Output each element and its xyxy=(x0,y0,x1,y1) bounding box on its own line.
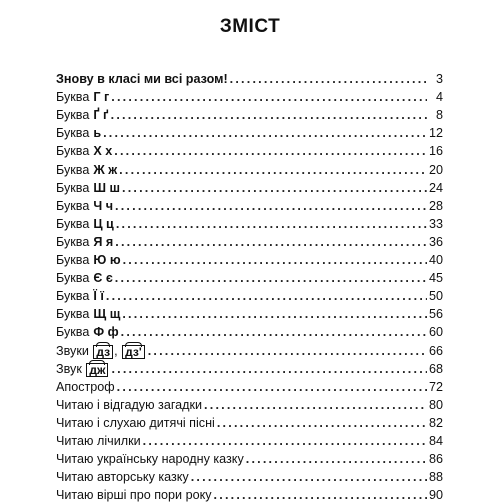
toc-entry xyxy=(56,431,443,449)
toc-entry xyxy=(56,485,443,503)
toc-entry-letters: Ч ч xyxy=(93,198,114,213)
toc-entry xyxy=(56,196,443,214)
toc-page-number: 66 xyxy=(428,343,443,358)
dot-leader xyxy=(143,434,427,449)
toc-entry xyxy=(56,467,443,485)
toc-entry xyxy=(56,286,443,304)
toc-entry-label: Буква xyxy=(56,307,90,322)
page-title: ЗМІСТ xyxy=(219,16,281,37)
toc-entry-label: Апостроф xyxy=(56,379,115,394)
table-of-contents xyxy=(56,69,443,503)
toc-page-number: 68 xyxy=(428,361,443,376)
toc-entry-letters: Ф ф xyxy=(93,325,119,340)
toc-entry-label: Буква xyxy=(56,108,90,123)
toc-page-number: 84 xyxy=(428,433,443,448)
toc-entry-letters: ь xyxy=(93,126,102,141)
toc-page-number: 72 xyxy=(428,379,443,394)
toc-entry-label: Знову в класі ми всі разом! xyxy=(56,72,228,87)
toc-page-number: 60 xyxy=(428,325,443,340)
dot-leader xyxy=(191,470,427,485)
toc-entry-letters: Є є xyxy=(93,271,113,286)
toc-page-number: 16 xyxy=(428,144,443,159)
toc-entry-letters: Ї ї xyxy=(93,289,104,304)
toc-entry-label: Звуки xyxy=(56,343,89,358)
toc-entry-label: Звук xyxy=(56,361,82,376)
sound-transcription: дз' xyxy=(122,345,145,359)
toc-entry xyxy=(56,395,443,413)
toc-entry-label: Буква xyxy=(56,325,90,340)
dot-leader xyxy=(121,325,427,340)
dot-leader xyxy=(114,144,427,159)
toc-entry xyxy=(56,123,443,141)
toc-entry xyxy=(56,413,443,431)
dot-leader xyxy=(214,488,427,503)
toc-page-number: 36 xyxy=(428,234,443,249)
toc-page-number: 40 xyxy=(428,253,443,268)
toc-entry-label: Буква xyxy=(56,234,90,249)
toc-entry xyxy=(56,322,443,340)
toc-page-number: 86 xyxy=(428,452,443,467)
toc-page-number: 12 xyxy=(428,126,443,141)
dot-leader xyxy=(122,181,427,196)
toc-entry-letters: Г г xyxy=(93,90,110,105)
toc-page-number: 88 xyxy=(428,470,443,485)
toc-entry: Звуки дз , дз' ..... 66 xyxy=(56,340,443,358)
toc-entry-label: Читаю і відгадую загадки xyxy=(56,397,203,412)
toc-entry-label: Буква xyxy=(56,162,90,177)
dot-leader xyxy=(111,108,427,123)
toc-entry-letters: Ц ц xyxy=(93,216,114,231)
toc-entry xyxy=(56,449,443,467)
toc-entry-label: Буква xyxy=(56,271,90,286)
toc-entry-label: Буква xyxy=(56,198,90,213)
toc-entry xyxy=(56,105,443,123)
toc-page-number: 24 xyxy=(428,180,443,195)
toc-entry xyxy=(56,178,443,196)
dot-leader xyxy=(106,289,427,304)
toc-entry xyxy=(56,232,443,250)
toc-entry-letters: Ш ш xyxy=(93,180,121,195)
sound-transcription: дж xyxy=(86,363,108,377)
toc-entry-label: Буква xyxy=(56,90,90,105)
toc-entry xyxy=(56,250,443,268)
dot-leader xyxy=(204,398,427,413)
toc-entry xyxy=(56,69,443,87)
dot-leader xyxy=(111,90,427,105)
toc-entry xyxy=(56,214,443,232)
dot-leader xyxy=(115,199,427,214)
toc-entry xyxy=(56,268,443,286)
toc-entry xyxy=(56,141,443,159)
dot-leader xyxy=(246,452,427,467)
toc-page-number: 50 xyxy=(428,289,443,304)
dot-leader xyxy=(117,380,427,395)
toc-page-number: 4 xyxy=(435,90,443,105)
toc-page-number: 20 xyxy=(428,162,443,177)
toc-entry-label: Буква xyxy=(56,253,90,268)
toc-entry-label: Буква xyxy=(56,216,90,231)
toc-entry-label: Читаю і слухаю дитячі пісні xyxy=(56,415,215,430)
toc-entry-label: Читаю лічилки xyxy=(56,433,141,448)
dot-leader xyxy=(148,344,427,359)
dot-leader xyxy=(123,253,427,268)
dot-leader xyxy=(103,126,427,141)
toc-page-number: 45 xyxy=(428,271,443,286)
toc-page-number: 90 xyxy=(428,488,443,503)
toc-entry-letters: Щ щ xyxy=(93,307,121,322)
toc-entry-label: Буква xyxy=(56,289,90,304)
toc-entry-label: Читаю вірші про пори року xyxy=(56,488,212,503)
toc-entry xyxy=(56,304,443,322)
toc-entry xyxy=(56,359,443,377)
toc-page-number: 56 xyxy=(428,307,443,322)
toc-entry xyxy=(56,159,443,177)
toc-entry xyxy=(56,87,443,105)
toc-entry-letters: Ґ ґ xyxy=(93,108,109,123)
dot-leader xyxy=(116,217,427,232)
toc-entry-letters: Х х xyxy=(93,144,113,159)
toc-entry-label: Читаю українську народну казку xyxy=(56,452,244,467)
toc-entry-label: Буква xyxy=(56,180,90,195)
dot-leader xyxy=(230,72,427,87)
toc-entry-letters: Ю ю xyxy=(93,253,121,268)
toc-page-number: 33 xyxy=(428,216,443,231)
dot-leader xyxy=(111,362,427,377)
toc-entry-label: Читаю авторську казку xyxy=(56,470,189,485)
toc-entry-label: Буква xyxy=(56,144,90,159)
dot-leader xyxy=(122,307,427,322)
toc-page-number: 28 xyxy=(428,198,443,213)
dot-leader xyxy=(119,163,427,178)
dot-leader xyxy=(115,235,427,250)
toc-page-number: 3 xyxy=(435,72,443,87)
toc-entry-letters: Ж ж xyxy=(93,162,118,177)
toc-entry-label: Буква xyxy=(56,126,90,141)
dot-leader xyxy=(217,416,427,431)
toc-page-number: 8 xyxy=(435,108,443,123)
sound-transcription: дз xyxy=(93,345,113,359)
dot-leader xyxy=(115,271,427,286)
toc-page-number: 82 xyxy=(428,415,443,430)
toc-entry xyxy=(56,377,443,395)
toc-page-number: 80 xyxy=(428,397,443,412)
toc-entry-letters: Я я xyxy=(93,234,114,249)
